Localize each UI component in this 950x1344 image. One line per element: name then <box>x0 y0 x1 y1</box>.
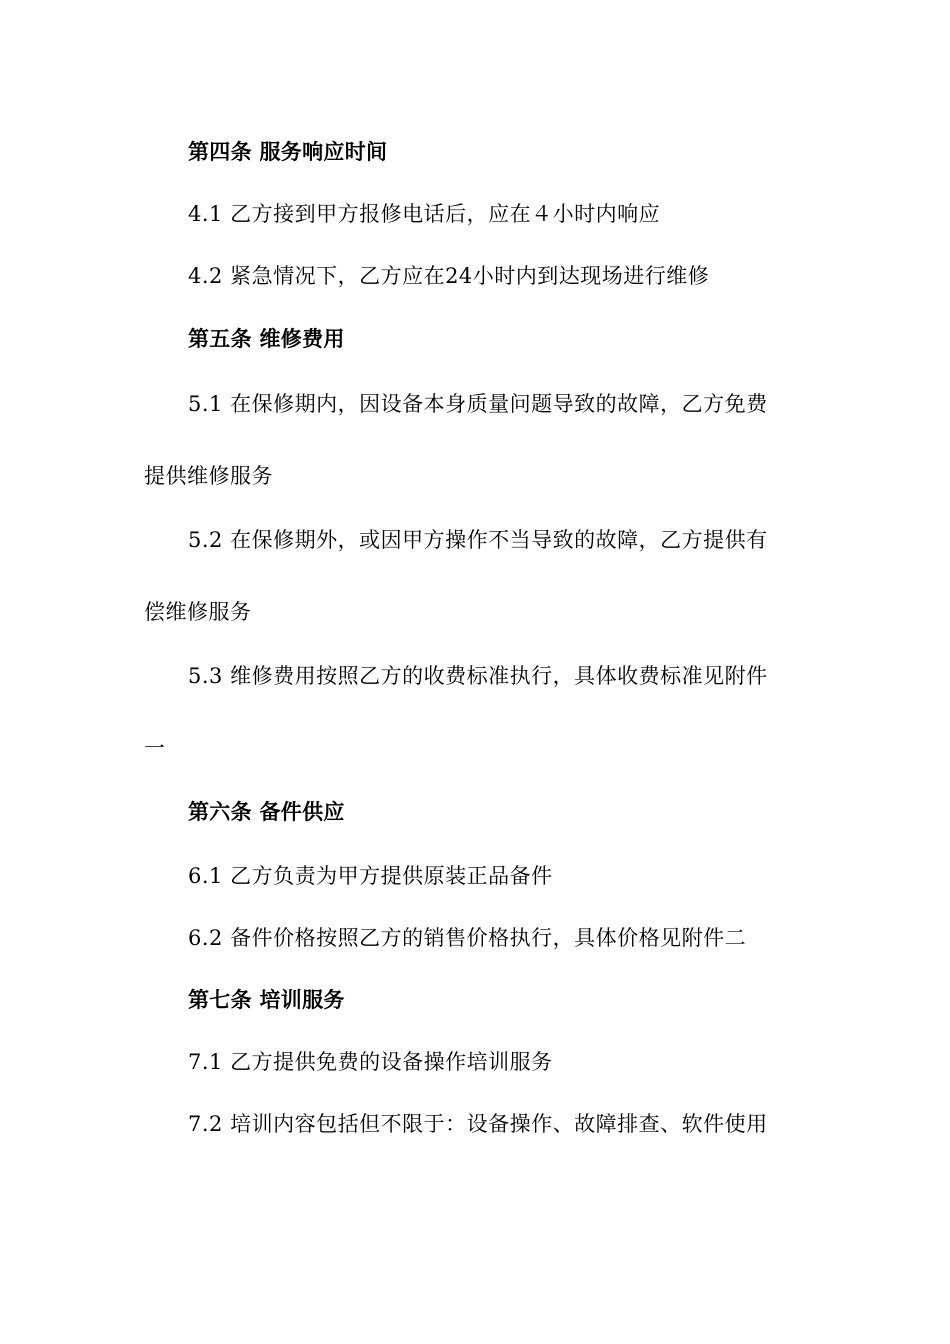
clause-5-2: 5.2 在保修期外，或因甲方操作不当导致的故障，乙方提供有 <box>188 528 768 552</box>
clause-5-3-continued: 一 <box>144 736 166 760</box>
clause-6-2: 6.2 备件价格按照乙方的销售价格执行，具体价格见附件二 <box>188 926 747 950</box>
section-heading-6: 第六条 备件供应 <box>188 799 345 824</box>
clause-7-1: 7.1 乙方提供免费的设备操作培训服务 <box>188 1050 553 1074</box>
clause-4-2: 4.2 紧急情况下，乙方应在24小时内到达现场进行维修 <box>188 264 710 288</box>
section-heading-5: 第五条 维修费用 <box>188 326 345 351</box>
clause-5-2-continued: 偿维修服务 <box>144 600 252 624</box>
clause-5-3: 5.3 维修费用按照乙方的收费标准执行，具体收费标准见附件 <box>188 664 768 688</box>
clause-5-1-continued: 提供维修服务 <box>144 464 273 488</box>
section-heading-7: 第七条 培训服务 <box>188 987 345 1012</box>
clause-7-2: 7.2 培训内容包括但不限于：设备操作、故障排查、软件使用 <box>188 1112 768 1136</box>
clause-6-1: 6.1 乙方负责为甲方提供原装正品备件 <box>188 864 553 888</box>
clause-5-1: 5.1 在保修期内，因设备本身质量问题导致的故障，乙方免费 <box>188 392 768 416</box>
section-heading-4: 第四条 服务响应时间 <box>188 139 388 164</box>
clause-4-1: 4.1 乙方接到甲方报修电话后，应在４小时内响应 <box>188 202 661 226</box>
